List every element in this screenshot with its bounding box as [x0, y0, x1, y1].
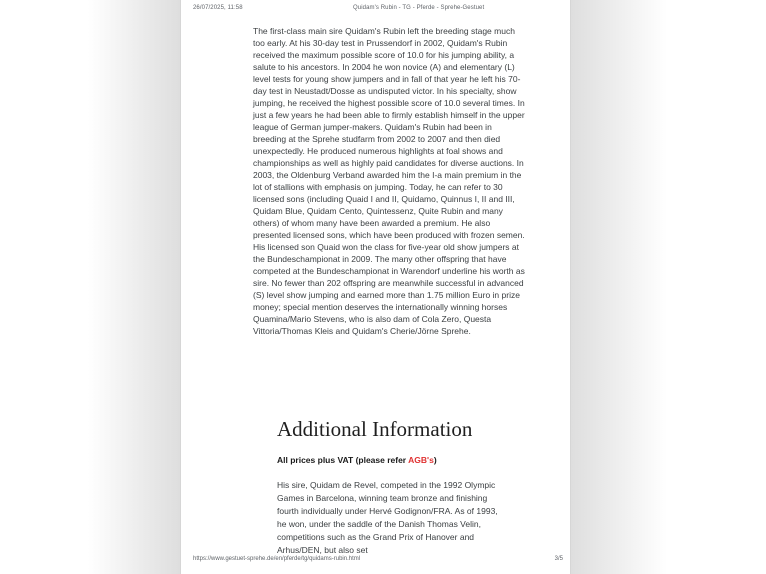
vat-note-prefix: All prices plus VAT (please refer — [277, 455, 409, 465]
document-page — [180, 0, 571, 574]
print-footer-url: https://www.gestuet-sprehe.de/en/pferde/tg/quidams-rubin.html — [193, 556, 361, 562]
print-header-date: 26/07/2025, 11:58 — [193, 5, 243, 11]
agb-link[interactable]: AGB's — [408, 455, 434, 465]
vat-note-suffix: ) — [433, 455, 437, 465]
print-header-title: Quidam's Rubin - TG - Pferde - Sprehe-Gestuet — [353, 5, 485, 11]
print-footer-page-indicator: 3/5 — [554, 556, 563, 562]
additional-information-heading: Additional Information — [277, 417, 473, 441]
vat-note — [277, 455, 437, 465]
page-shadow-right — [571, 0, 667, 574]
article-body-paragraph: The first-class main sire Quidam's Rubin left the breeding stage much too early. At his 30-day test in Prussendorf in 2002, Quidam's Rubin received the maximum possible score of 10.0 for his jumping ability, a salute to his ancestors. In 2004 he won novice (A) and elementary (L) level tests for young show jumpers and in fall of that year he left his 70-day test in Neustadt/Dosse as undisputed victor. In his specialty, show jumping, he received the highest possible score of 10.0 several times. In just a few years he had been able to firmly establish himself in the upper league of German jumper-makers. Quidam's Rubin had been in breeding at the Sprehe studfarm from 2002 to 2007 and then died unexpectedly. He produced numerous highlights at foal shows and championships as well as highly paid candidates for diverse auctions. In 2003, the Oldenburg Verband awarded him the I-a main premium in the lot of stallions with emphasis on jumping. Today, he can refer to 30 licensed sons (including Quaid I and II, Quidamo, Quinnus I, II and III, Quidam Blue, Quidam Cento, Quintessenz, Quite Rubin and many others) of whom many have been awarded a premium. He also presented licensed sons, which have been produced with frozen semen. His licensed son Quaid won the class for five-year old show jumpers at the Bundeschampionat in 2009. The many other offspring that have competed at the Bundeschampionat in Warendorf underline his worth as sire. No fewer than 202 offspring are meanwhile successful in advanced (S) level show jumping and earned more than 1.75 million Euro in prize money; special mention deserves the internationally winning horses Quamina/Mario Stevens, who is also dam of Cola Zero, Questa Vittoria/Thomas Kleis and Quidam's Cherie/Jörne Sprehe. — [253, 26, 525, 336]
sire-paragraph: His sire, Quidam de Revel, competed in the 1992 Olympic Games in Barcelona, winning team bronze and finishing fourth individually under Hervé Godignon/FRA. As of 1993, he won, under the saddle of the Danish Thomas Velin, competitions such as the Grand Prix of Hanover and Arhus/DEN, but also set — [277, 480, 498, 555]
page-shadow-left — [88, 0, 180, 574]
